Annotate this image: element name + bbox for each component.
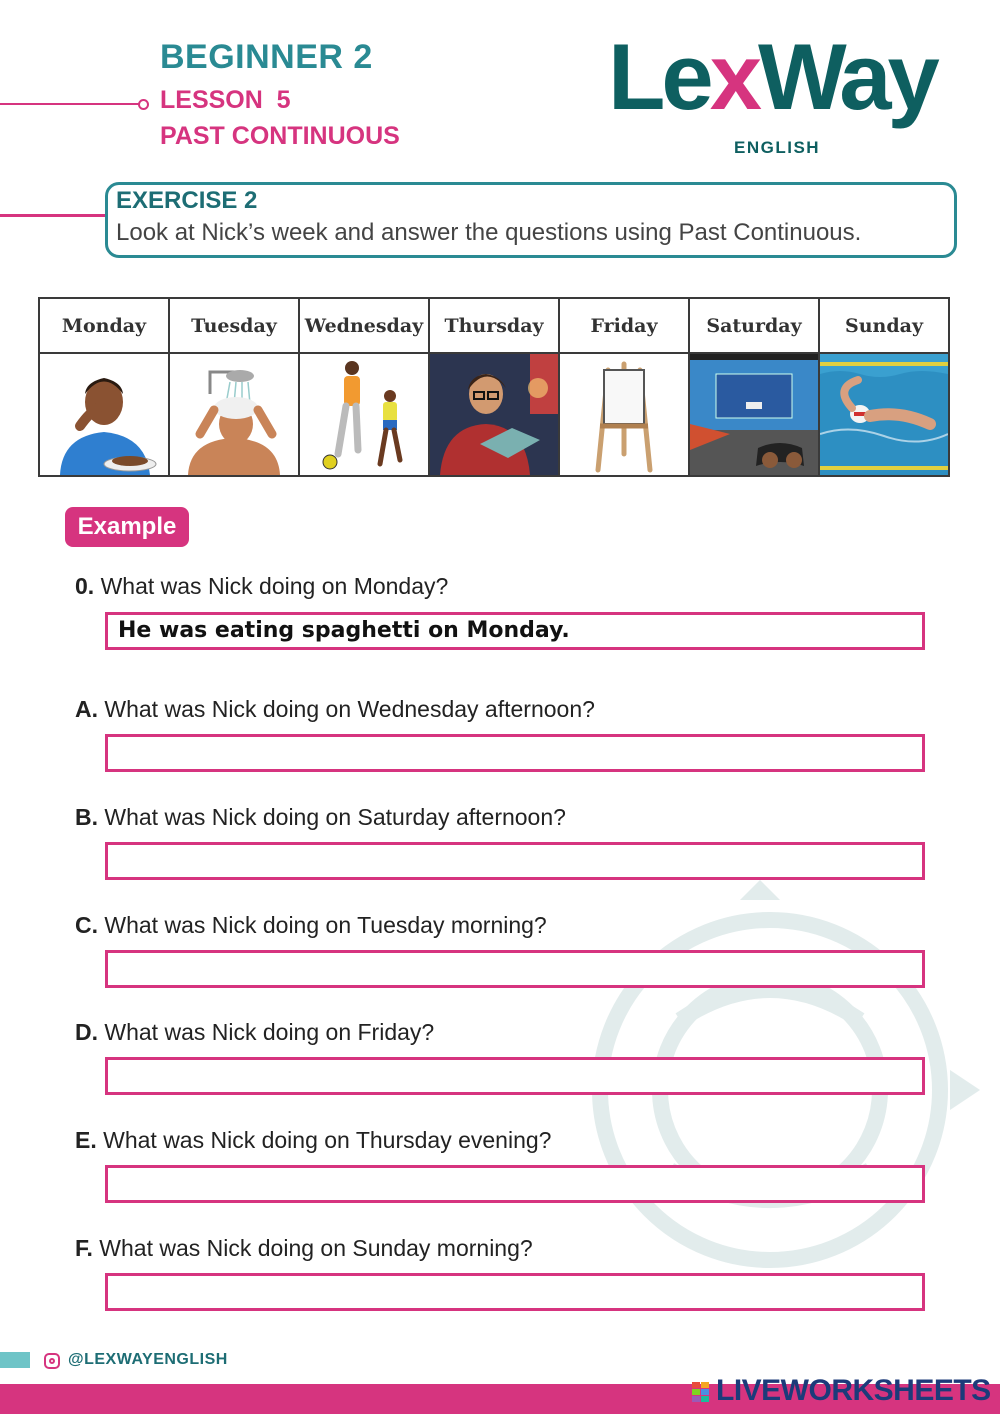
question-f: F. What was Nick doing on Sunday morning?: [75, 1235, 533, 1261]
answer-box-f: [105, 1273, 925, 1311]
football-icon: [300, 354, 428, 475]
liveworksheets-brand[interactable]: LIVEWORKSHEETS: [716, 1374, 991, 1407]
question-c: C. What was Nick doing on Tuesday morning?: [75, 912, 547, 938]
liveworksheets-logo-icon: [692, 1382, 710, 1404]
question-b: B. What was Nick doing on Saturday afternoon?: [75, 804, 566, 830]
lesson-number: LESSON 5: [160, 86, 291, 114]
day-header: Tuesday: [169, 298, 299, 353]
answer-box-a: [105, 734, 925, 772]
answer-box-b: [105, 842, 925, 880]
question-e: E. What was Nick doing on Thursday evening?: [75, 1127, 552, 1153]
day-header: Thursday: [429, 298, 559, 353]
lexway-logo: LexWay: [608, 24, 936, 129]
swimming-icon: [820, 354, 948, 475]
answer-input-c[interactable]: [108, 953, 922, 985]
level-title: BEGINNER 2: [160, 38, 373, 76]
day-header: Saturday: [689, 298, 819, 353]
answer-input-f[interactable]: [108, 1276, 922, 1308]
eating-spaghetti-icon: [40, 354, 168, 475]
exercise-title: EXERCISE 2: [116, 187, 258, 214]
answer-input-b[interactable]: [108, 845, 922, 877]
example-answer: He was eating spaghetti on Monday.: [105, 612, 925, 650]
day-header: Wednesday: [299, 298, 429, 353]
week-table: [38, 297, 950, 477]
lesson-topic: PAST CONTINUOUS: [160, 122, 400, 150]
day-header: Sunday: [819, 298, 949, 353]
header-line-dot: [138, 99, 149, 110]
social-handle[interactable]: @LEXWAYENGLISH: [68, 1351, 228, 1368]
answer-box-d: [105, 1057, 925, 1095]
example-badge: Example: [65, 507, 189, 547]
question-d: D. What was Nick doing on Friday?: [75, 1019, 435, 1045]
answer-input-d[interactable]: [108, 1060, 922, 1092]
easel-icon: [560, 354, 688, 475]
instagram-icon: [44, 1353, 60, 1369]
video-game-icon: [690, 354, 818, 475]
reading-icon: [430, 354, 558, 475]
shower-icon: [170, 354, 298, 475]
day-header: Monday: [39, 298, 169, 353]
header-line: [0, 103, 140, 105]
exercise-line: [0, 214, 108, 217]
answer-box-c: [105, 950, 925, 988]
footer-accent: [0, 1352, 30, 1368]
exercise-instruction: Look at Nick’s week and answer the questions using Past Continuous.: [116, 219, 862, 246]
answer-input-a[interactable]: [108, 737, 922, 769]
answer-box-e: [105, 1165, 925, 1203]
day-header: Friday: [559, 298, 689, 353]
answer-input-e[interactable]: [108, 1168, 922, 1200]
question-a: A. What was Nick doing on Wednesday afternoon?: [75, 696, 595, 722]
logo-subtitle: ENGLISH: [734, 138, 821, 157]
question-0: 0. What was Nick doing on Monday?: [75, 573, 449, 599]
